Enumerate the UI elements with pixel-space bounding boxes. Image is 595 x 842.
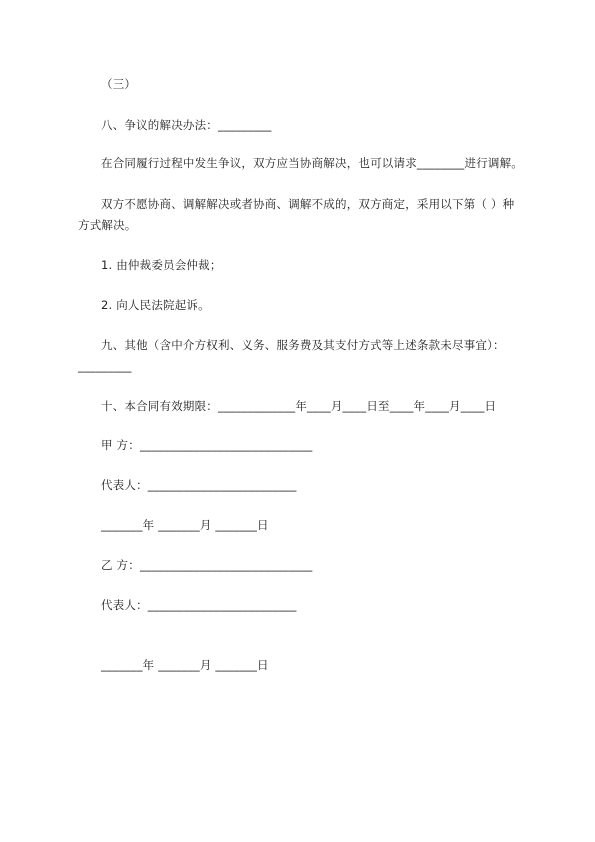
- contract-validity-period: 十、本合同有效期限：_____________年____月____日至____年____月____日: [101, 399, 497, 413]
- dispute-paragraph-2-line2: 方式解决。: [78, 218, 137, 232]
- other-matters-blank: _________: [78, 359, 132, 373]
- party-b-field: 乙 方：_____________________________: [101, 558, 313, 572]
- dispute-paragraph-1: 在合同履行过程中发生争议，双方应当协商解决，也可以请求________进行调解。: [101, 156, 523, 170]
- section-marker: （三）: [101, 77, 137, 91]
- party-a-representative-field: 代表人：_________________________: [101, 478, 297, 492]
- dispute-paragraph-2-line1: 双方不愿协商、调解解决或者协商、调解不成的，双方商定，采用以下第（ ）种: [101, 197, 515, 211]
- party-a-field: 甲 方：_____________________________: [101, 438, 313, 452]
- party-a-date-field: _______年 _______月 _______日: [101, 518, 269, 532]
- option-court: 2. 向人民法院起诉。: [101, 298, 210, 312]
- party-b-date-field: _______年 _______月 _______日: [101, 658, 269, 672]
- other-matters-heading: 九、其他（含中介方权利、义务、服务费及其支付方式等上述条款未尽事宜）：: [101, 338, 505, 352]
- dispute-resolution-heading: 八、争议的解决办法：_________: [101, 118, 272, 132]
- party-b-representative-field: 代表人：_________________________: [101, 598, 297, 612]
- option-arbitration: 1. 由仲裁委员会仲裁；: [101, 258, 222, 272]
